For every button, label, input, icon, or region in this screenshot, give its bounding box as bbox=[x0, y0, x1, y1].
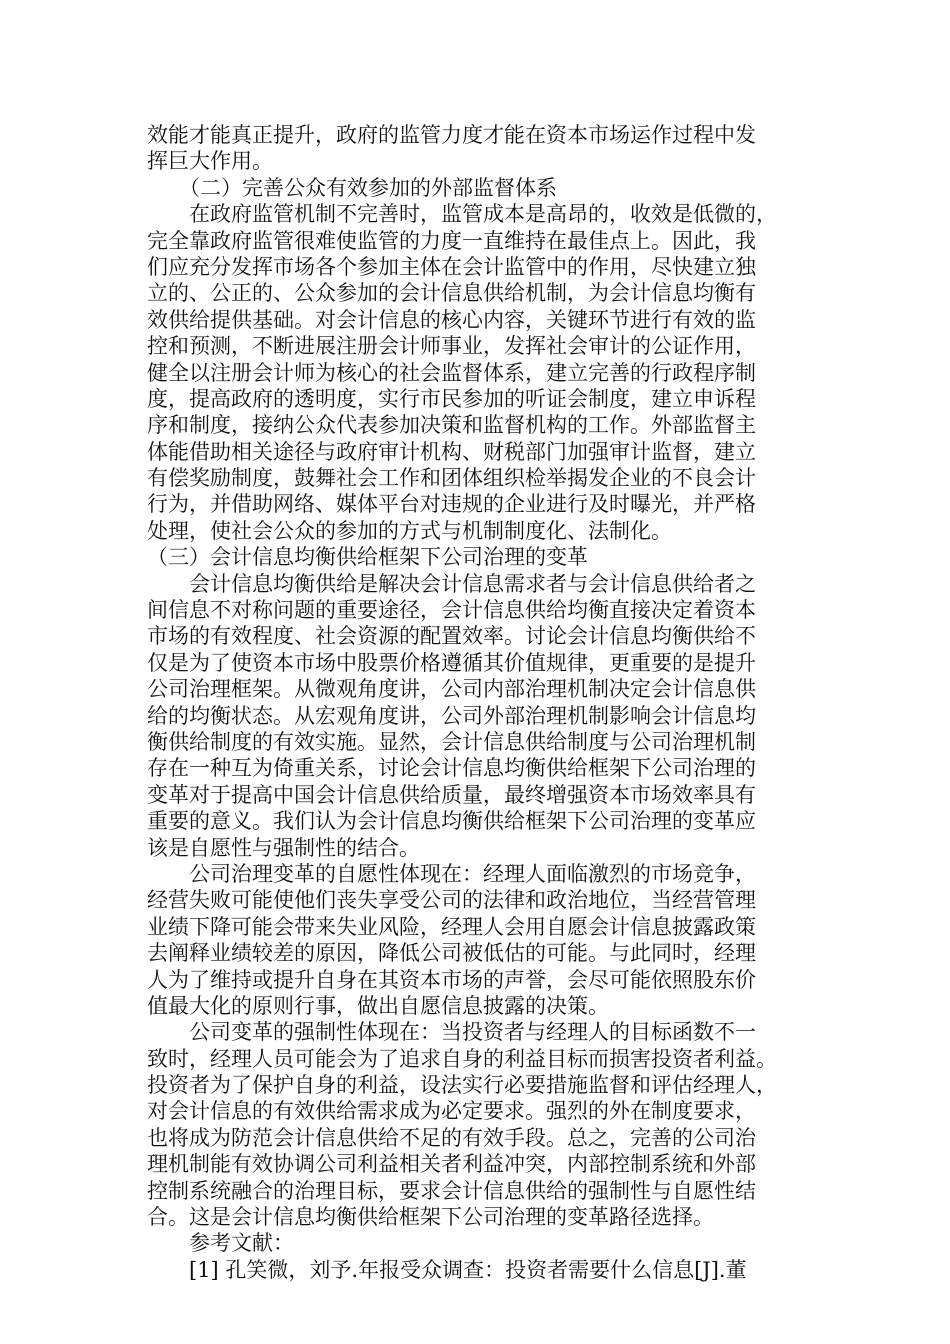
text-line: 重要的意义。我们认为会计信息均衡供给框架下公司治理的变革应 bbox=[147, 809, 756, 834]
text-line: 体能借助相关途径与政府审计机构、财税部门加强审计监督，建立 bbox=[147, 439, 756, 464]
text-line: 效供给提供基础。对会计信息的核心内容，关键环节进行有效的监 bbox=[147, 307, 756, 332]
text-line: 完全靠政府监管很难使监管的力度一直维持在最佳点上。因此，我 bbox=[147, 228, 756, 253]
text-line: 处理，使社会公众的参加的方式与机制制度化、法制化。 bbox=[147, 518, 672, 543]
text-line: 效能才能真正提升，政府的监管力度才能在资本市场运作过程中发 bbox=[147, 123, 756, 147]
text-line: 衡供给制度的有效实施。显然，会计信息供给制度与公司治理机制 bbox=[147, 729, 756, 754]
text-line: 间信息不对称问题的重要途径，会计信息供给均衡直接决定着资本 bbox=[147, 598, 756, 623]
text-line: 对会计信息的有效供给需求成为必定要求。强烈的外在制度要求， bbox=[147, 1099, 756, 1124]
text-line: 控和预测，不断进展注册会计师事业，发挥社会审计的公证作用， bbox=[147, 334, 756, 359]
text-line: 经营失败可能使他们丧失享受公司的法律和政治地位，当经营管理 bbox=[147, 888, 756, 913]
text-line: 公司治理变革的自愿性体现在：经理人面临激烈的市场竞争， bbox=[189, 861, 756, 886]
text-line: 仅是为了使资本市场中股票价格遵循其价值规律，更重要的是提升 bbox=[147, 650, 756, 675]
text-line: 行为，并借助网络、媒体平台对违规的企业进行及时曝光，并严格 bbox=[147, 492, 756, 517]
text-line: 业绩下降可能会带来失业风险，经理人会用自愿会计信息披露政策 bbox=[147, 914, 756, 939]
section-heading: （三）会计信息均衡供给框架下公司治理的变革 bbox=[147, 545, 588, 570]
text-line: 公司治理框架。从微观角度讲，公司内部治理机制决定会计信息供 bbox=[147, 677, 756, 702]
text-line: 理机制能有效协调公司利益相关者利益冲突，内部控制系统和外部 bbox=[147, 1152, 756, 1177]
text-line: 致时，经理人员可能会为了追求自身的利益目标而损害投资者利益。 bbox=[147, 1046, 777, 1071]
text-line: 有偿奖励制度，鼓舞社会工作和团体组织检举揭发企业的不良会计 bbox=[147, 466, 756, 491]
text-line: 控制系统融合的治理目标，要求会计信息供给的强制性与自愿性结 bbox=[147, 1178, 756, 1203]
text-line: 存在一种互为倚重关系，讨论会计信息均衡供给框架下公司治理的 bbox=[147, 756, 756, 781]
text-line: 度，提高政府的透明度，实行市民参加的听证会制度，建立申诉程 bbox=[147, 386, 756, 411]
text-line: 人为了维持或提升自身在其资本市场的声誉，会尽可能依照股东价 bbox=[147, 967, 756, 992]
text-line: 合。这是会计信息均衡供给框架下公司治理的变革路径选择。 bbox=[147, 1205, 714, 1230]
text-line: 们应充分发挥市场各个参加主体在会计监管中的作用，尽快建立独 bbox=[147, 254, 756, 279]
text-line: 参考文献： bbox=[189, 1231, 294, 1256]
text-line: 也将成为防范会计信息供给不足的有效手段。总之，完善的公司治 bbox=[147, 1125, 756, 1150]
text-line: 该是自愿性与强制性的结合。 bbox=[147, 835, 420, 860]
section-heading: （二）完善公众有效参加的外部监督体系 bbox=[179, 175, 557, 200]
text-line: 值最大化的原则行事，做出自愿信息披露的决策。 bbox=[147, 993, 609, 1018]
text-line: 给的均衡状态。从宏观角度讲，公司外部治理机制影响会计信息均 bbox=[147, 703, 756, 728]
text-line: 去阐释业绩较差的原因，降低公司被低估的可能。与此同时，经理 bbox=[147, 941, 756, 966]
text-line: 挥巨大作用。 bbox=[147, 149, 273, 174]
document-body bbox=[147, 122, 807, 1283]
text-line: 变革对于提高中国会计信息供给质量，最终增强资本市场效率具有 bbox=[147, 782, 756, 807]
text-line: 健全以注册会计师为核心的社会监督体系，建立完善的行政程序制 bbox=[147, 360, 756, 385]
text-line: 会计信息均衡供给是解决会计信息需求者与会计信息供给者之 bbox=[189, 571, 756, 596]
text-line: 在政府监管机制不完善时，监管成本是高昂的，收效是低微的， bbox=[189, 202, 777, 227]
text-line: [1] 孔笑微，刘予.年报受众调查：投资者需要什么信息[J].董 bbox=[189, 1257, 747, 1282]
text-line: 投资者为了保护自身的利益，设法实行必要措施监督和评估经理人， bbox=[147, 1073, 777, 1098]
text-line: 公司变革的强制性体现在：当投资者与经理人的目标函数不一 bbox=[189, 1020, 756, 1045]
text-line: 市场的有效程度、社会资源的配置效率。讨论会计信息均衡供给不 bbox=[147, 624, 756, 649]
text-line: 立的、公正的、公众参加的会计信息供给机制，为会计信息均衡有 bbox=[147, 281, 756, 306]
text-line: 序和制度，接纳公众代表参加决策和监督机构的工作。外部监督主 bbox=[147, 413, 756, 438]
